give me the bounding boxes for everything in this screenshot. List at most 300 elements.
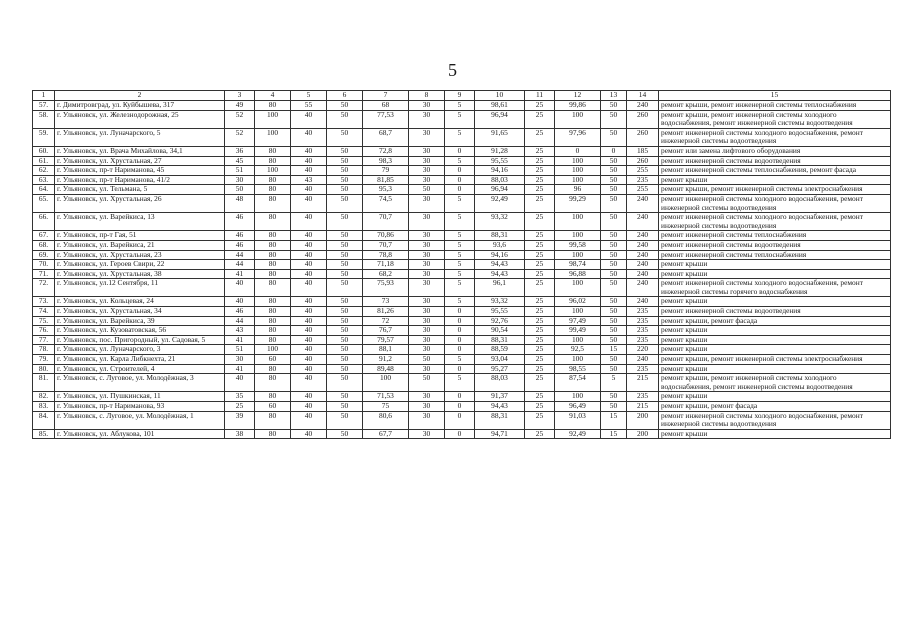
- address-cell: г. Димитровград, ул. Куйбышева, 317: [55, 101, 225, 111]
- value-cell: 50: [327, 175, 363, 185]
- table-row: [33, 110, 891, 128]
- row-number: 85.: [33, 429, 55, 439]
- value-cell: 25: [525, 101, 555, 111]
- work-type-cell: ремонт крыши, ремонт инженерной системы теплоснабжения: [659, 101, 891, 111]
- address-cell: г. Ульяновск, ул. Хрустальная, 34: [55, 307, 225, 317]
- table-row: [33, 364, 891, 374]
- value-cell: 50: [409, 355, 445, 365]
- work-type-cell: ремонт инженерной системы холодного водоснабжения, ремонт инженерной системы водоотведения: [659, 128, 891, 146]
- value-cell: 40: [225, 297, 255, 307]
- value-cell: 5: [445, 355, 475, 365]
- address-cell: г. Ульяновск, ул. Врача Михайлова, 34,1: [55, 146, 225, 156]
- value-cell: 200: [627, 429, 659, 439]
- value-cell: 30: [409, 110, 445, 128]
- value-cell: 5: [445, 231, 475, 241]
- value-cell: 235: [627, 326, 659, 336]
- address-cell: г. Ульяновск, ул. Луначарского, 5: [55, 128, 225, 146]
- value-cell: 30: [409, 128, 445, 146]
- value-cell: 70,7: [363, 213, 409, 231]
- value-cell: 5: [445, 194, 475, 212]
- value-cell: 80: [255, 269, 291, 279]
- value-cell: 80: [255, 240, 291, 250]
- column-header: 9: [445, 91, 475, 101]
- value-cell: 91,03: [555, 411, 601, 429]
- table-row: [33, 250, 891, 260]
- value-cell: 235: [627, 335, 659, 345]
- value-cell: 50: [327, 166, 363, 176]
- value-cell: 43: [291, 175, 327, 185]
- value-cell: 260: [627, 156, 659, 166]
- value-cell: 5: [445, 156, 475, 166]
- value-cell: 100: [555, 335, 601, 345]
- value-cell: 94,16: [475, 250, 525, 260]
- work-type-cell: ремонт крыши, ремонт инженерной системы электроснабжения: [659, 185, 891, 195]
- value-cell: 50: [601, 335, 627, 345]
- column-header: 11: [525, 91, 555, 101]
- table-row: [33, 402, 891, 412]
- value-cell: 50: [601, 194, 627, 212]
- value-cell: 51: [225, 166, 255, 176]
- value-cell: 90,54: [475, 326, 525, 336]
- value-cell: 100: [255, 345, 291, 355]
- value-cell: 40: [291, 269, 327, 279]
- value-cell: 25: [525, 297, 555, 307]
- work-type-cell: ремонт инженерной системы водоотведения: [659, 156, 891, 166]
- row-number: 68.: [33, 240, 55, 250]
- row-number: 63.: [33, 175, 55, 185]
- row-number: 71.: [33, 269, 55, 279]
- work-type-cell: ремонт инженерной системы холодного водоснабжения, ремонт инженерной системы водоотведения: [659, 411, 891, 429]
- value-cell: 30: [409, 392, 445, 402]
- address-cell: г. Ульяновск, ул. Луначарского, 3: [55, 345, 225, 355]
- value-cell: 30: [409, 146, 445, 156]
- value-cell: 97,96: [555, 128, 601, 146]
- value-cell: 240: [627, 355, 659, 365]
- value-cell: 99,86: [555, 101, 601, 111]
- value-cell: 30: [409, 231, 445, 241]
- value-cell: 100: [255, 128, 291, 146]
- row-number: 59.: [33, 128, 55, 146]
- value-cell: 40: [291, 250, 327, 260]
- value-cell: 35: [225, 392, 255, 402]
- value-cell: 75: [363, 402, 409, 412]
- value-cell: 200: [627, 411, 659, 429]
- table-header: [33, 91, 891, 101]
- table-row: [33, 392, 891, 402]
- value-cell: 80: [255, 185, 291, 195]
- address-cell: г. Ульяновск, пр-т Гая, 51: [55, 231, 225, 241]
- work-type-cell: ремонт крыши: [659, 260, 891, 270]
- table-row: [33, 326, 891, 336]
- value-cell: 240: [627, 213, 659, 231]
- value-cell: 25: [525, 194, 555, 212]
- value-cell: 50: [327, 194, 363, 212]
- value-cell: 5: [445, 110, 475, 128]
- value-cell: 95,55: [475, 156, 525, 166]
- value-cell: 50: [601, 250, 627, 260]
- value-cell: 96,02: [555, 297, 601, 307]
- value-cell: 80: [255, 335, 291, 345]
- value-cell: 50: [601, 128, 627, 146]
- value-cell: 100: [363, 374, 409, 392]
- value-cell: 80: [255, 260, 291, 270]
- value-cell: 80: [255, 429, 291, 439]
- address-cell: г. Ульяновск, ул. Железнодорожная, 25: [55, 110, 225, 128]
- value-cell: 46: [225, 231, 255, 241]
- address-cell: г. Ульяновск, с. Луговое, ул. Молодёжная, 1: [55, 411, 225, 429]
- value-cell: 50: [601, 231, 627, 241]
- value-cell: 94,43: [475, 402, 525, 412]
- work-type-cell: ремонт крыши: [659, 175, 891, 185]
- row-number: 72.: [33, 279, 55, 297]
- value-cell: 40: [291, 279, 327, 297]
- value-cell: 96,1: [475, 279, 525, 297]
- value-cell: 50: [327, 250, 363, 260]
- address-cell: г. Ульяновск, ул. Тельмана, 5: [55, 185, 225, 195]
- value-cell: 0: [445, 402, 475, 412]
- value-cell: 30: [409, 175, 445, 185]
- row-number: 70.: [33, 260, 55, 270]
- value-cell: 255: [627, 166, 659, 176]
- value-cell: 30: [409, 101, 445, 111]
- value-cell: 30: [409, 269, 445, 279]
- value-cell: 80,6: [363, 411, 409, 429]
- column-header: 6: [327, 91, 363, 101]
- table-body: [33, 101, 891, 439]
- value-cell: 50: [327, 146, 363, 156]
- value-cell: 98,55: [555, 364, 601, 374]
- value-cell: 25: [525, 392, 555, 402]
- value-cell: 0: [445, 185, 475, 195]
- value-cell: 185: [627, 146, 659, 156]
- value-cell: 5: [445, 260, 475, 270]
- value-cell: 40: [291, 392, 327, 402]
- value-cell: 50: [409, 185, 445, 195]
- value-cell: 50: [601, 110, 627, 128]
- work-type-cell: ремонт крыши, ремонт фасада: [659, 402, 891, 412]
- work-type-cell: ремонт крыши: [659, 269, 891, 279]
- value-cell: 30: [409, 213, 445, 231]
- value-cell: 94,71: [475, 429, 525, 439]
- value-cell: 70,86: [363, 231, 409, 241]
- value-cell: 81,26: [363, 307, 409, 317]
- value-cell: 215: [627, 402, 659, 412]
- value-cell: 30: [409, 345, 445, 355]
- value-cell: 80: [255, 326, 291, 336]
- value-cell: 240: [627, 240, 659, 250]
- value-cell: 72,8: [363, 146, 409, 156]
- value-cell: 80: [255, 250, 291, 260]
- value-cell: 97,49: [555, 316, 601, 326]
- value-cell: 50: [327, 345, 363, 355]
- value-cell: 50: [601, 185, 627, 195]
- column-header: 7: [363, 91, 409, 101]
- work-type-cell: ремонт крыши: [659, 345, 891, 355]
- address-cell: г. Ульяновск, ул. Хрустальная, 23: [55, 250, 225, 260]
- value-cell: 25: [525, 335, 555, 345]
- value-cell: 45: [225, 156, 255, 166]
- work-type-cell: ремонт крыши: [659, 335, 891, 345]
- value-cell: 88,59: [475, 345, 525, 355]
- value-cell: 76,7: [363, 326, 409, 336]
- work-type-cell: ремонт инженерной системы теплоснабжения: [659, 250, 891, 260]
- address-cell: г. Ульяновск, ул. Карла Либкнехта, 21: [55, 355, 225, 365]
- value-cell: 25: [525, 307, 555, 317]
- value-cell: 25: [525, 166, 555, 176]
- value-cell: 50: [327, 156, 363, 166]
- table-row: [33, 185, 891, 195]
- column-header: 14: [627, 91, 659, 101]
- value-cell: 5: [601, 374, 627, 392]
- value-cell: 50: [327, 297, 363, 307]
- value-cell: 80: [255, 374, 291, 392]
- value-cell: 40: [291, 146, 327, 156]
- row-number: 67.: [33, 231, 55, 241]
- value-cell: 81,85: [363, 175, 409, 185]
- value-cell: 25: [525, 175, 555, 185]
- value-cell: 240: [627, 194, 659, 212]
- value-cell: 40: [291, 156, 327, 166]
- value-cell: 30: [409, 307, 445, 317]
- value-cell: 240: [627, 269, 659, 279]
- value-cell: 100: [555, 250, 601, 260]
- value-cell: 50: [601, 260, 627, 270]
- table-row: [33, 429, 891, 439]
- value-cell: 50: [327, 101, 363, 111]
- value-cell: 80: [255, 175, 291, 185]
- value-cell: 80: [255, 231, 291, 241]
- address-cell: г. Ульяновск, ул. Хрустальная, 27: [55, 156, 225, 166]
- header-row: [33, 91, 891, 101]
- value-cell: 50: [327, 307, 363, 317]
- column-header: 3: [225, 91, 255, 101]
- value-cell: 80: [255, 146, 291, 156]
- value-cell: 68,7: [363, 128, 409, 146]
- row-number: 65.: [33, 194, 55, 212]
- value-cell: 80: [255, 316, 291, 326]
- value-cell: 100: [555, 279, 601, 297]
- address-cell: г. Ульяновск, ул. Варейкиса, 21: [55, 240, 225, 250]
- value-cell: 40: [291, 240, 327, 250]
- value-cell: 71,53: [363, 392, 409, 402]
- value-cell: 40: [291, 326, 327, 336]
- value-cell: 40: [291, 194, 327, 212]
- value-cell: 93,32: [475, 213, 525, 231]
- value-cell: 74,5: [363, 194, 409, 212]
- value-cell: 93,6: [475, 240, 525, 250]
- value-cell: 95,27: [475, 364, 525, 374]
- value-cell: 30: [409, 316, 445, 326]
- value-cell: 50: [601, 269, 627, 279]
- value-cell: 80: [255, 307, 291, 317]
- value-cell: 80: [255, 156, 291, 166]
- value-cell: 25: [525, 185, 555, 195]
- value-cell: 0: [445, 326, 475, 336]
- value-cell: 96,94: [475, 110, 525, 128]
- value-cell: 5: [445, 279, 475, 297]
- value-cell: 92,76: [475, 316, 525, 326]
- value-cell: 0: [445, 316, 475, 326]
- value-cell: 41: [225, 364, 255, 374]
- value-cell: 91,37: [475, 392, 525, 402]
- value-cell: 50: [601, 297, 627, 307]
- address-cell: г. Ульяновск, с. Луговое, ул. Молодёжная, 3: [55, 374, 225, 392]
- value-cell: 100: [555, 166, 601, 176]
- row-number: 80.: [33, 364, 55, 374]
- address-cell: г. Ульяновск, пр-т Нариманова, 41/2: [55, 175, 225, 185]
- value-cell: 25: [525, 279, 555, 297]
- row-number: 64.: [33, 185, 55, 195]
- value-cell: 240: [627, 260, 659, 270]
- value-cell: 50: [327, 128, 363, 146]
- row-number: 73.: [33, 297, 55, 307]
- value-cell: 50: [225, 185, 255, 195]
- value-cell: 79,57: [363, 335, 409, 345]
- value-cell: 80: [255, 213, 291, 231]
- table-row: [33, 269, 891, 279]
- column-header: 13: [601, 91, 627, 101]
- value-cell: 44: [225, 260, 255, 270]
- address-cell: г. Ульяновск, ул. Варейкиса, 13: [55, 213, 225, 231]
- table-row: [33, 175, 891, 185]
- value-cell: 50: [327, 429, 363, 439]
- row-number: 61.: [33, 156, 55, 166]
- row-number: 74.: [33, 307, 55, 317]
- value-cell: 30: [409, 166, 445, 176]
- value-cell: 50: [327, 185, 363, 195]
- address-cell: г. Ульяновск, ул. Строителей, 4: [55, 364, 225, 374]
- value-cell: 50: [601, 156, 627, 166]
- value-cell: 50: [601, 402, 627, 412]
- value-cell: 25: [525, 345, 555, 355]
- table-row: [33, 355, 891, 365]
- value-cell: 25: [525, 128, 555, 146]
- value-cell: 25: [225, 402, 255, 412]
- value-cell: 91,2: [363, 355, 409, 365]
- value-cell: 48: [225, 194, 255, 212]
- table-row: [33, 213, 891, 231]
- value-cell: 88,03: [475, 374, 525, 392]
- value-cell: 30: [409, 429, 445, 439]
- value-cell: 55: [291, 101, 327, 111]
- table-row: [33, 128, 891, 146]
- address-cell: г. Ульяновск, ул. Хрустальная, 26: [55, 194, 225, 212]
- value-cell: 50: [327, 269, 363, 279]
- value-cell: 25: [525, 402, 555, 412]
- value-cell: 240: [627, 250, 659, 260]
- address-cell: г. Ульяновск, ул. Варейкиса, 39: [55, 316, 225, 326]
- value-cell: 88,31: [475, 335, 525, 345]
- address-cell: г. Ульяновск, ул. Аблукова, 101: [55, 429, 225, 439]
- value-cell: 80: [255, 364, 291, 374]
- table-row: [33, 231, 891, 241]
- value-cell: 40: [291, 260, 327, 270]
- value-cell: 0: [445, 345, 475, 355]
- value-cell: 40: [291, 429, 327, 439]
- table-row: [33, 166, 891, 176]
- value-cell: 0: [445, 146, 475, 156]
- work-type-cell: ремонт инженерной системы теплоснабжения: [659, 231, 891, 241]
- address-cell: г. Ульяновск, ул. Хрустальная, 38: [55, 269, 225, 279]
- data-table: [32, 90, 891, 439]
- value-cell: 25: [525, 316, 555, 326]
- value-cell: 0: [445, 392, 475, 402]
- row-number: 83.: [33, 402, 55, 412]
- value-cell: 51: [225, 345, 255, 355]
- table-row: [33, 260, 891, 270]
- value-cell: 40: [291, 374, 327, 392]
- value-cell: 100: [255, 166, 291, 176]
- value-cell: 52: [225, 128, 255, 146]
- address-cell: г. Ульяновск, пос. Пригородный, ул. Садовая, 5: [55, 335, 225, 345]
- value-cell: 50: [327, 260, 363, 270]
- value-cell: 30: [409, 156, 445, 166]
- table-row: [33, 374, 891, 392]
- value-cell: 5: [445, 101, 475, 111]
- row-number: 77.: [33, 335, 55, 345]
- address-cell: г. Ульяновск, пр-т Нариманова, 45: [55, 166, 225, 176]
- row-number: 81.: [33, 374, 55, 392]
- value-cell: 40: [291, 231, 327, 241]
- value-cell: 50: [327, 355, 363, 365]
- value-cell: 100: [555, 231, 601, 241]
- value-cell: 77,53: [363, 110, 409, 128]
- value-cell: 25: [525, 364, 555, 374]
- value-cell: 25: [525, 355, 555, 365]
- value-cell: 78,8: [363, 250, 409, 260]
- value-cell: 30: [225, 355, 255, 365]
- value-cell: 100: [555, 110, 601, 128]
- value-cell: 49: [225, 101, 255, 111]
- value-cell: 60: [255, 355, 291, 365]
- value-cell: 40: [225, 279, 255, 297]
- value-cell: 40: [225, 374, 255, 392]
- value-cell: 70,7: [363, 240, 409, 250]
- value-cell: 96,49: [555, 402, 601, 412]
- value-cell: 96: [555, 185, 601, 195]
- work-type-cell: ремонт инженерной системы холодного водоснабжения, ремонт инженерной системы водоотведения: [659, 194, 891, 212]
- value-cell: 40: [291, 364, 327, 374]
- value-cell: 240: [627, 297, 659, 307]
- value-cell: 43: [225, 326, 255, 336]
- value-cell: 40: [291, 411, 327, 429]
- table-row: [33, 307, 891, 317]
- work-type-cell: ремонт крыши, ремонт фасада: [659, 316, 891, 326]
- value-cell: 50: [327, 213, 363, 231]
- value-cell: 99,49: [555, 326, 601, 336]
- value-cell: 30: [409, 260, 445, 270]
- work-type-cell: ремонт крыши, ремонт инженерной системы электроснабжения: [659, 355, 891, 365]
- value-cell: 39: [225, 411, 255, 429]
- value-cell: 67,7: [363, 429, 409, 439]
- value-cell: 260: [627, 110, 659, 128]
- value-cell: 25: [525, 213, 555, 231]
- row-number: 75.: [33, 316, 55, 326]
- value-cell: 30: [409, 250, 445, 260]
- row-number: 60.: [33, 146, 55, 156]
- value-cell: 98,3: [363, 156, 409, 166]
- value-cell: 40: [291, 316, 327, 326]
- value-cell: 235: [627, 364, 659, 374]
- value-cell: 96,88: [555, 269, 601, 279]
- value-cell: 30: [225, 175, 255, 185]
- work-type-cell: ремонт крыши, ремонт инженерной системы холодного водоснабжения, ремонт инженерной системы водоотведения: [659, 110, 891, 128]
- value-cell: 93,32: [475, 297, 525, 307]
- table-row: [33, 345, 891, 355]
- value-cell: 50: [601, 307, 627, 317]
- value-cell: 80: [255, 411, 291, 429]
- table-row: [33, 194, 891, 212]
